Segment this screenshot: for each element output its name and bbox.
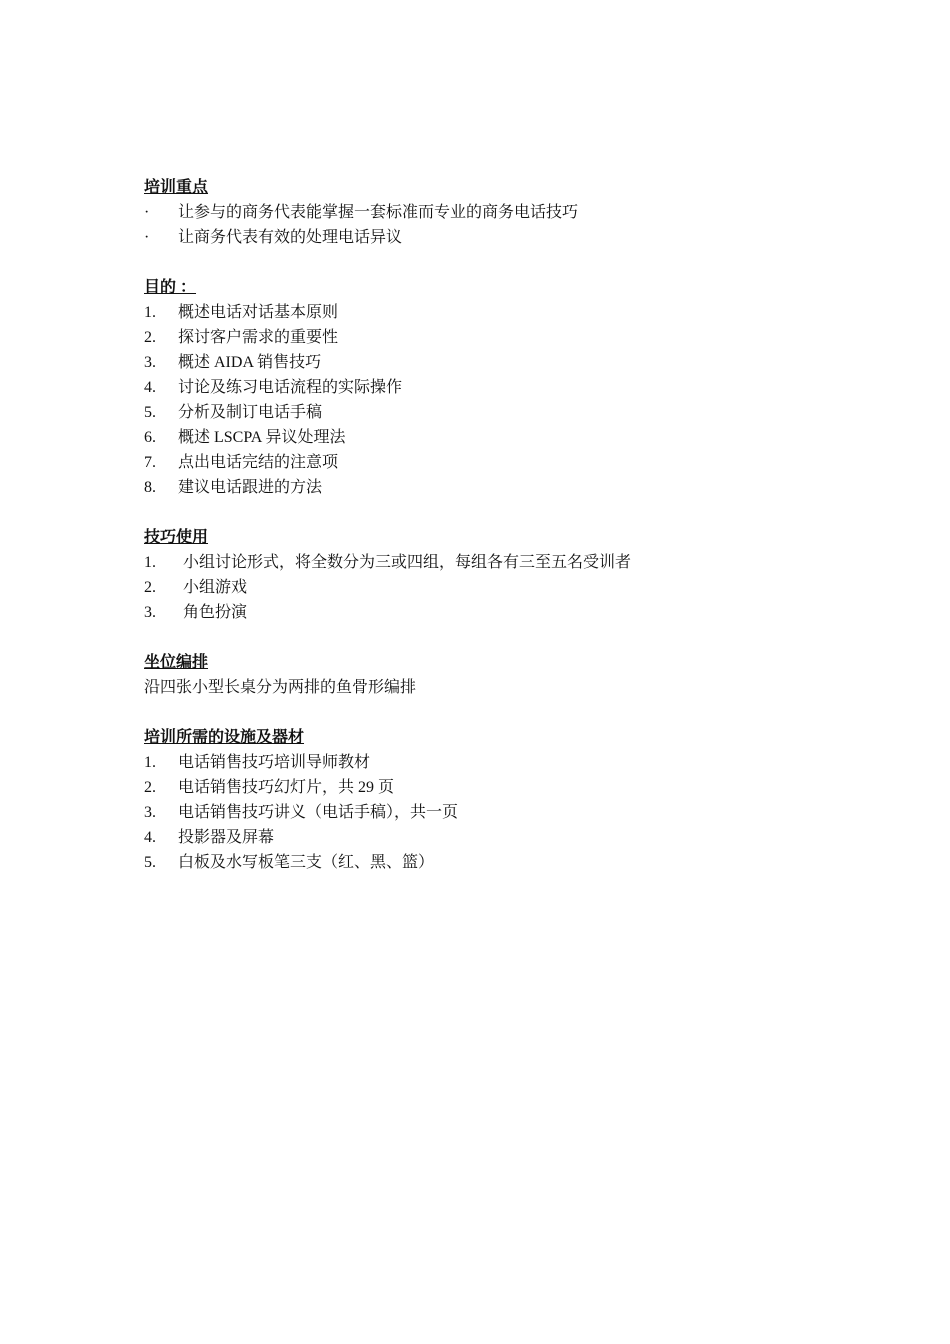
list-item [144,400,844,425]
list-item [144,325,844,350]
seating-heading: 坐位编排 [144,654,209,671]
list-item [144,575,844,600]
list-item [144,600,844,625]
list-item-text: 讨论及练习电话流程的实际操作 [178,379,403,396]
number-marker: 2. [144,779,156,796]
number-marker: 2. [144,579,156,596]
number-marker: 5. [144,404,156,421]
list-item-text: 角色扮演 [183,604,248,621]
list-item-text: 小组讨论形式，将全数分为三或四组，每组各有三至五名受训者 [183,554,632,571]
list-item-text: 概述 LSCPA 异议处理法 [178,429,346,446]
techniques-section [144,525,844,625]
number-marker: 6. [144,429,156,446]
list-item-text: 白板及水写板笔三支（红、黑、篮） [178,854,435,871]
list-item [144,450,844,475]
list-item [144,750,844,775]
list-item [144,300,844,325]
list-item-text: 概述电话对话基本原则 [178,304,339,321]
number-marker: 1. [144,754,156,771]
seating-section [144,650,844,700]
list-item-text: 让参与的商务代表能掌握一套标准而专业的商务电话技巧 [178,204,579,221]
list-item [144,225,844,250]
training-focus-section [144,175,844,250]
purpose-section [144,275,844,500]
list-item-text: 电话销售技巧幻灯片，共 29 页 [178,779,395,796]
number-marker: 3. [144,354,156,371]
list-item [144,375,844,400]
number-marker: 4. [144,829,156,846]
number-marker: 8. [144,479,156,496]
list-item-text: 概述 AIDA 销售技巧 [178,354,322,371]
document-page [144,175,844,900]
list-item-text: 电话销售技巧讲义（电话手稿），共一页 [178,804,459,821]
number-marker: 1. [144,304,156,321]
list-item-text: 探讨客户需求的重要性 [178,329,339,346]
techniques-heading: 技巧使用 [144,529,209,546]
list-item [144,550,844,575]
number-marker: 1. [144,554,156,571]
list-item-text: 让商务代表有效的处理电话异议 [178,229,403,246]
list-item-text: 小组游戏 [183,579,248,596]
equipment-section [144,725,844,875]
list-item [144,825,844,850]
bullet-marker: · [144,204,150,221]
list-item [144,475,844,500]
list-item-text: 投影器及屏幕 [178,829,275,846]
number-marker: 3. [144,804,156,821]
training-focus-heading: 培训重点 [144,179,209,196]
number-marker: 2. [144,329,156,346]
list-item-text: 建议电话跟进的方法 [178,479,323,496]
purpose-heading: 目的 ： [144,279,197,296]
seating-text: 沿四张小型长桌分为两排的鱼骨形编排 [144,679,417,696]
bullet-marker: · [144,229,150,246]
list-item [144,200,844,225]
list-item-text: 点出电话完结的注意项 [178,454,339,471]
number-marker: 3. [144,604,156,621]
number-marker: 4. [144,379,156,396]
list-item [144,425,844,450]
list-item [144,775,844,800]
number-marker: 5. [144,854,156,871]
list-item [144,850,844,875]
list-item-text: 电话销售技巧培训导师教材 [178,754,371,771]
list-item [144,350,844,375]
number-marker: 7. [144,454,156,471]
equipment-heading: 培训所需的设施及器材 [144,729,305,746]
list-item [144,800,844,825]
list-item-text: 分析及制订电话手稿 [178,404,323,421]
